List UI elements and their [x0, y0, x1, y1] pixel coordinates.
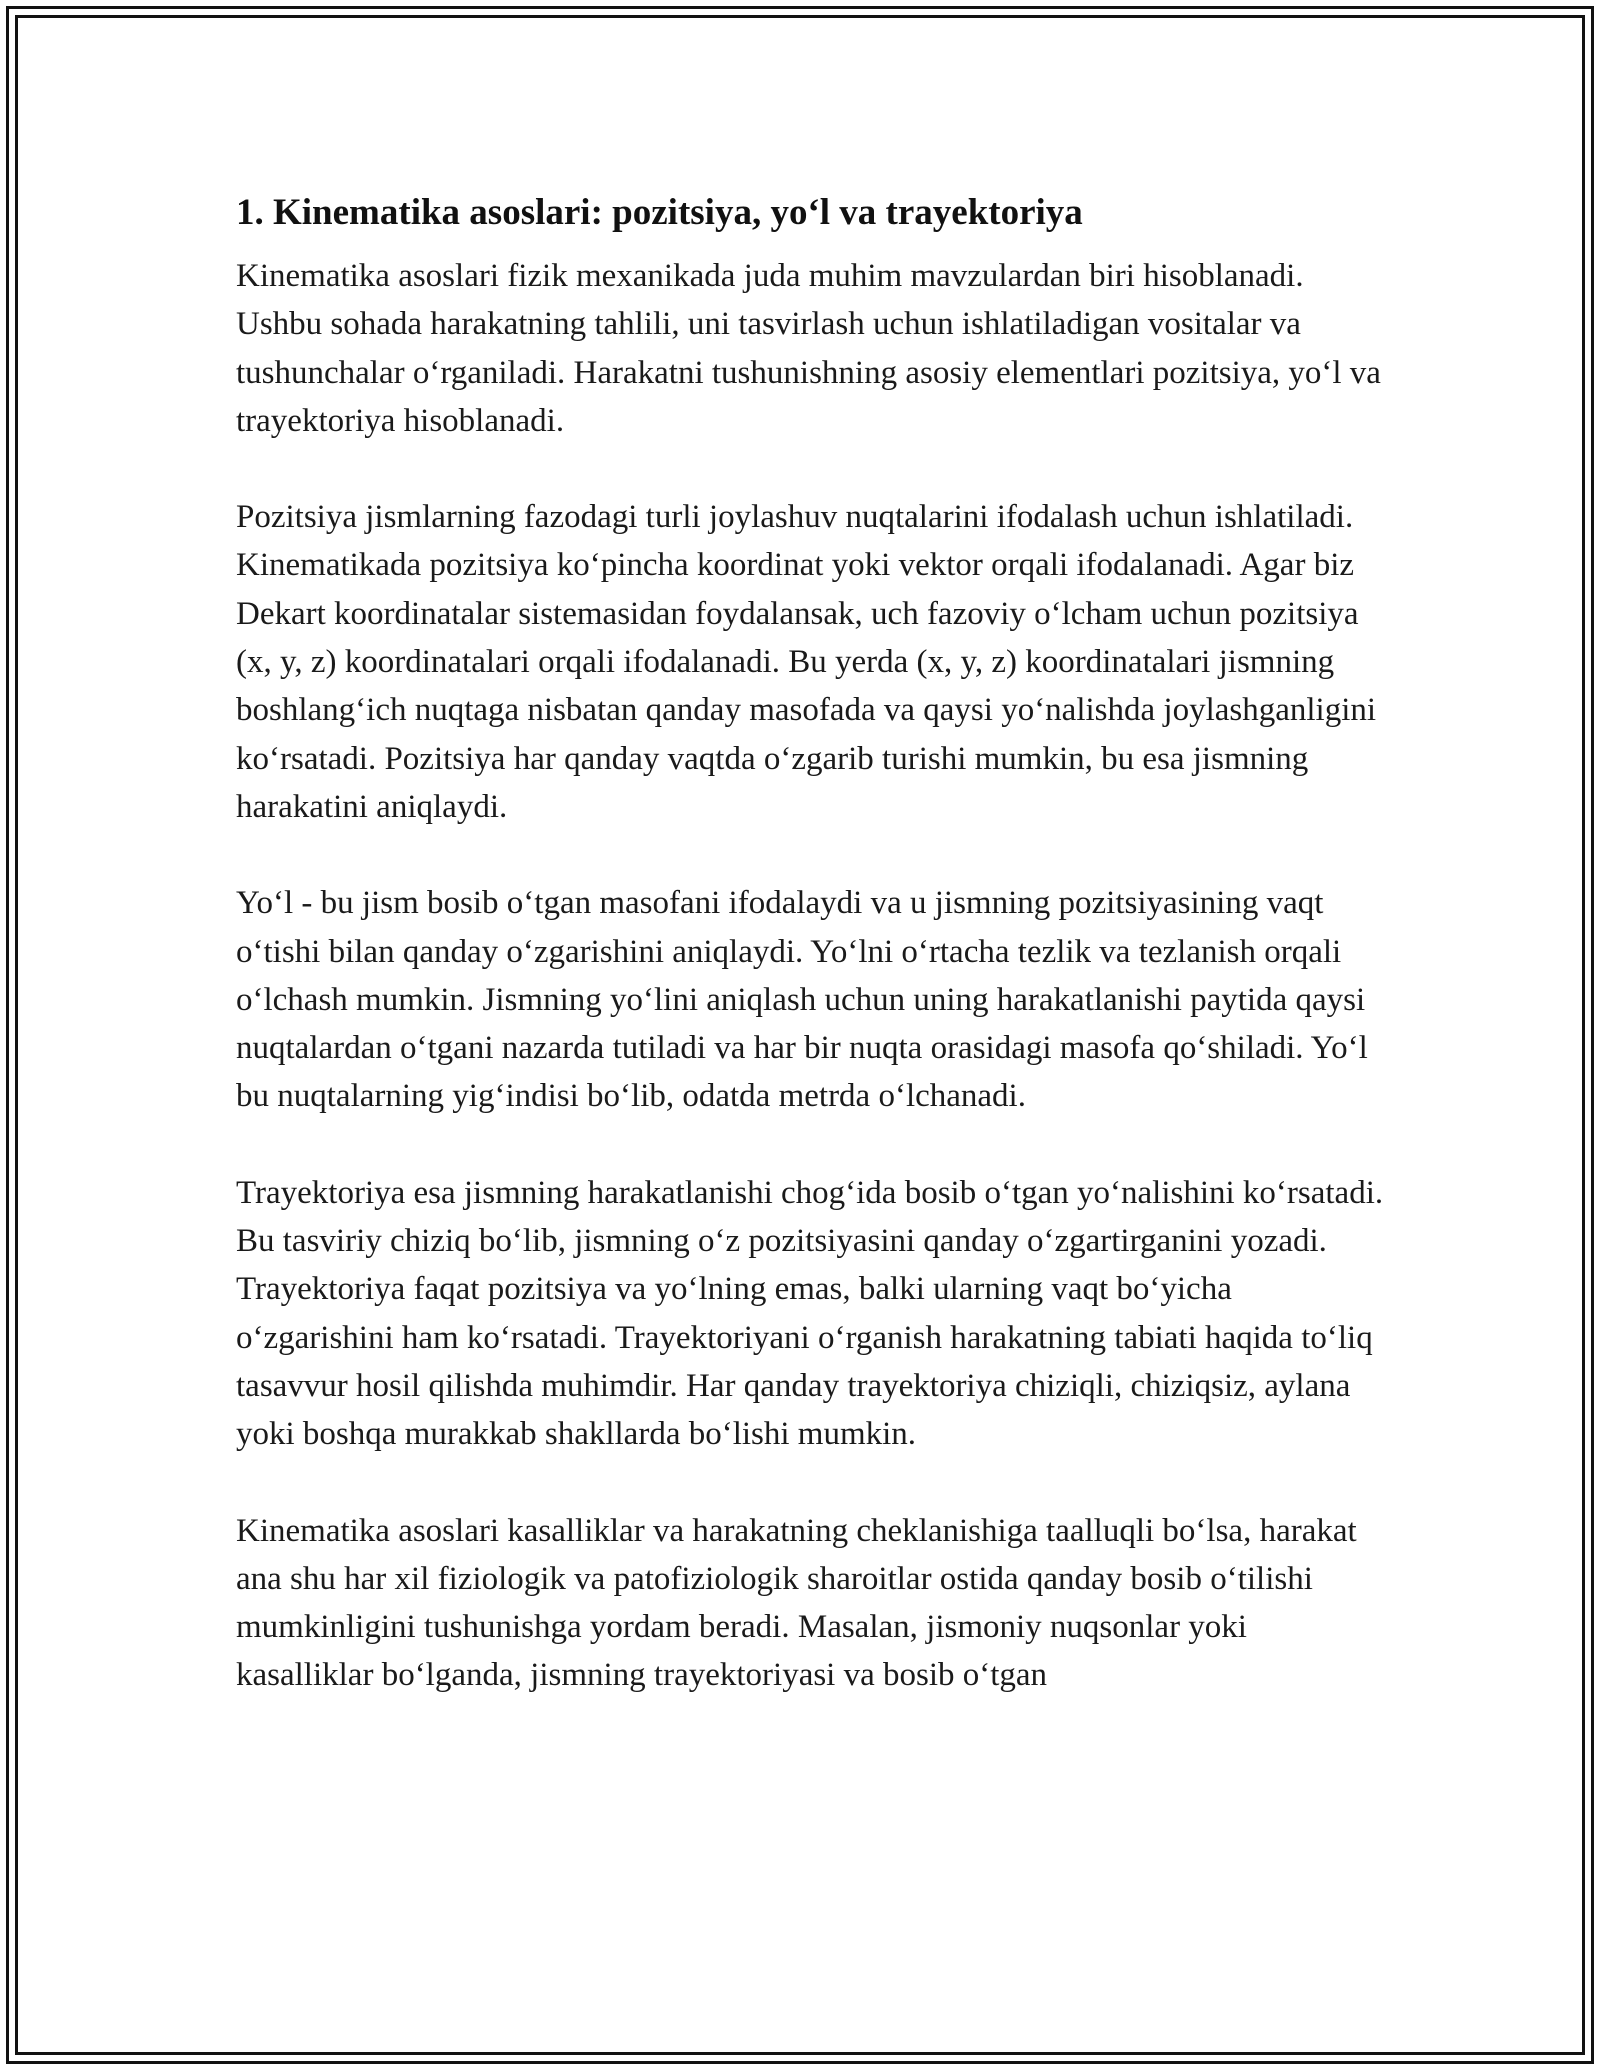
paragraph-trajectory: Trayektoriya esa jismning harakatlanishi chog‘ida bosib o‘tgan yo‘nalishini ko‘rsatadi. Bu tasviriy chiziq bo‘lib, jismning o‘z pozitsiyasini qanday o‘zgartirganini yozadi. Trayektoriya faqat pozitsiya va yo‘lning emas, balki ularning vaqt bo‘yicha o‘zgarishini ham ko‘rsatadi. Trayektoriyani o‘rganish harakatning tabiati haqida to‘liq tasavvur hosil qilishda muhimdir. Har qanday trayektoriya chiziqli, chiziqsiz, aylana yoki boshqa murakkab shakllarda bo‘lishi mumkin.: [236, 1174, 1384, 1453]
section-heading: 1. Kinematika asoslari: pozitsiya, yo‘l va trayektoriya: [236, 192, 1083, 233]
paragraph-position: Pozitsiya jismlarning fazodagi turli joylashuv nuqtalarini ifodalash uchun ishlatiladi. Kinematikada pozitsiya ko‘pincha koordinat yoki vektor orqali ifodalanadi. Agar biz Dekart koordinatalar sistemasidan foydalansak, uch fazoviy o‘lcham uchun pozitsiya (x, y, z) koordinatalari orqali ifodalanadi. Bu yerda (x, y, z) koordinatalari jismning boshlang‘ich nuqtaga nisbatan qanday masofada va qaysi yo‘nalishda joylashganligini ko‘rsatadi. Pozitsiya har qanday vaqtda o‘zgarib turishi mumkin, bu esa jismning harakatini aniqlaydi.: [236, 499, 1377, 825]
paragraph-path: Yo‘l - bu jism bosib o‘tgan masofani ifodalaydi va u jismning pozitsiyasining vaqt o‘tishi bilan qanday o‘zgarishini aniqlaydi. Yo‘lni o‘rtacha tezlik va tezlanish orqali o‘lchash mumkin. Jismning yo‘lini aniqlash uchun uning harakatlanishi paytida qaysi nuqtalardan o‘tgani nazarda tutiladi va har bir nuqta orasidagi masofa qo‘shiladi. Yo‘l bu nuqtalarning yig‘indisi bo‘lib, odatda metrda o‘lchanadi.: [236, 885, 1368, 1115]
document-body: [236, 188, 1386, 1748]
paragraph-pathology: Kinematika asoslari kasalliklar va harakatning cheklanishiga taalluqli bo‘lsa, harakat ana shu har xil fiziologik va patofiziologik sharoitlar ostida qanday bosib o‘tilishi mumkinligini tushunishga yordam beradi. Masalan, jismoniy nuqsonlar yoki kasalliklar bo‘lganda, jismning trayektoriyasi va bosib o‘tgan: [236, 1512, 1357, 1694]
paragraph-intro: Kinematika asoslari fizik mexanikada juda muhim mavzulardan biri hisoblanadi. Ushbu sohada harakatning tahlili, uni tasvirlash uchun ishlatiladigan vositalar va tushunchalar o‘rganiladi. Harakatni tushunishning asosiy elementlari pozitsiya, yo‘l va trayektoriya hisoblanadi.: [236, 258, 1381, 439]
